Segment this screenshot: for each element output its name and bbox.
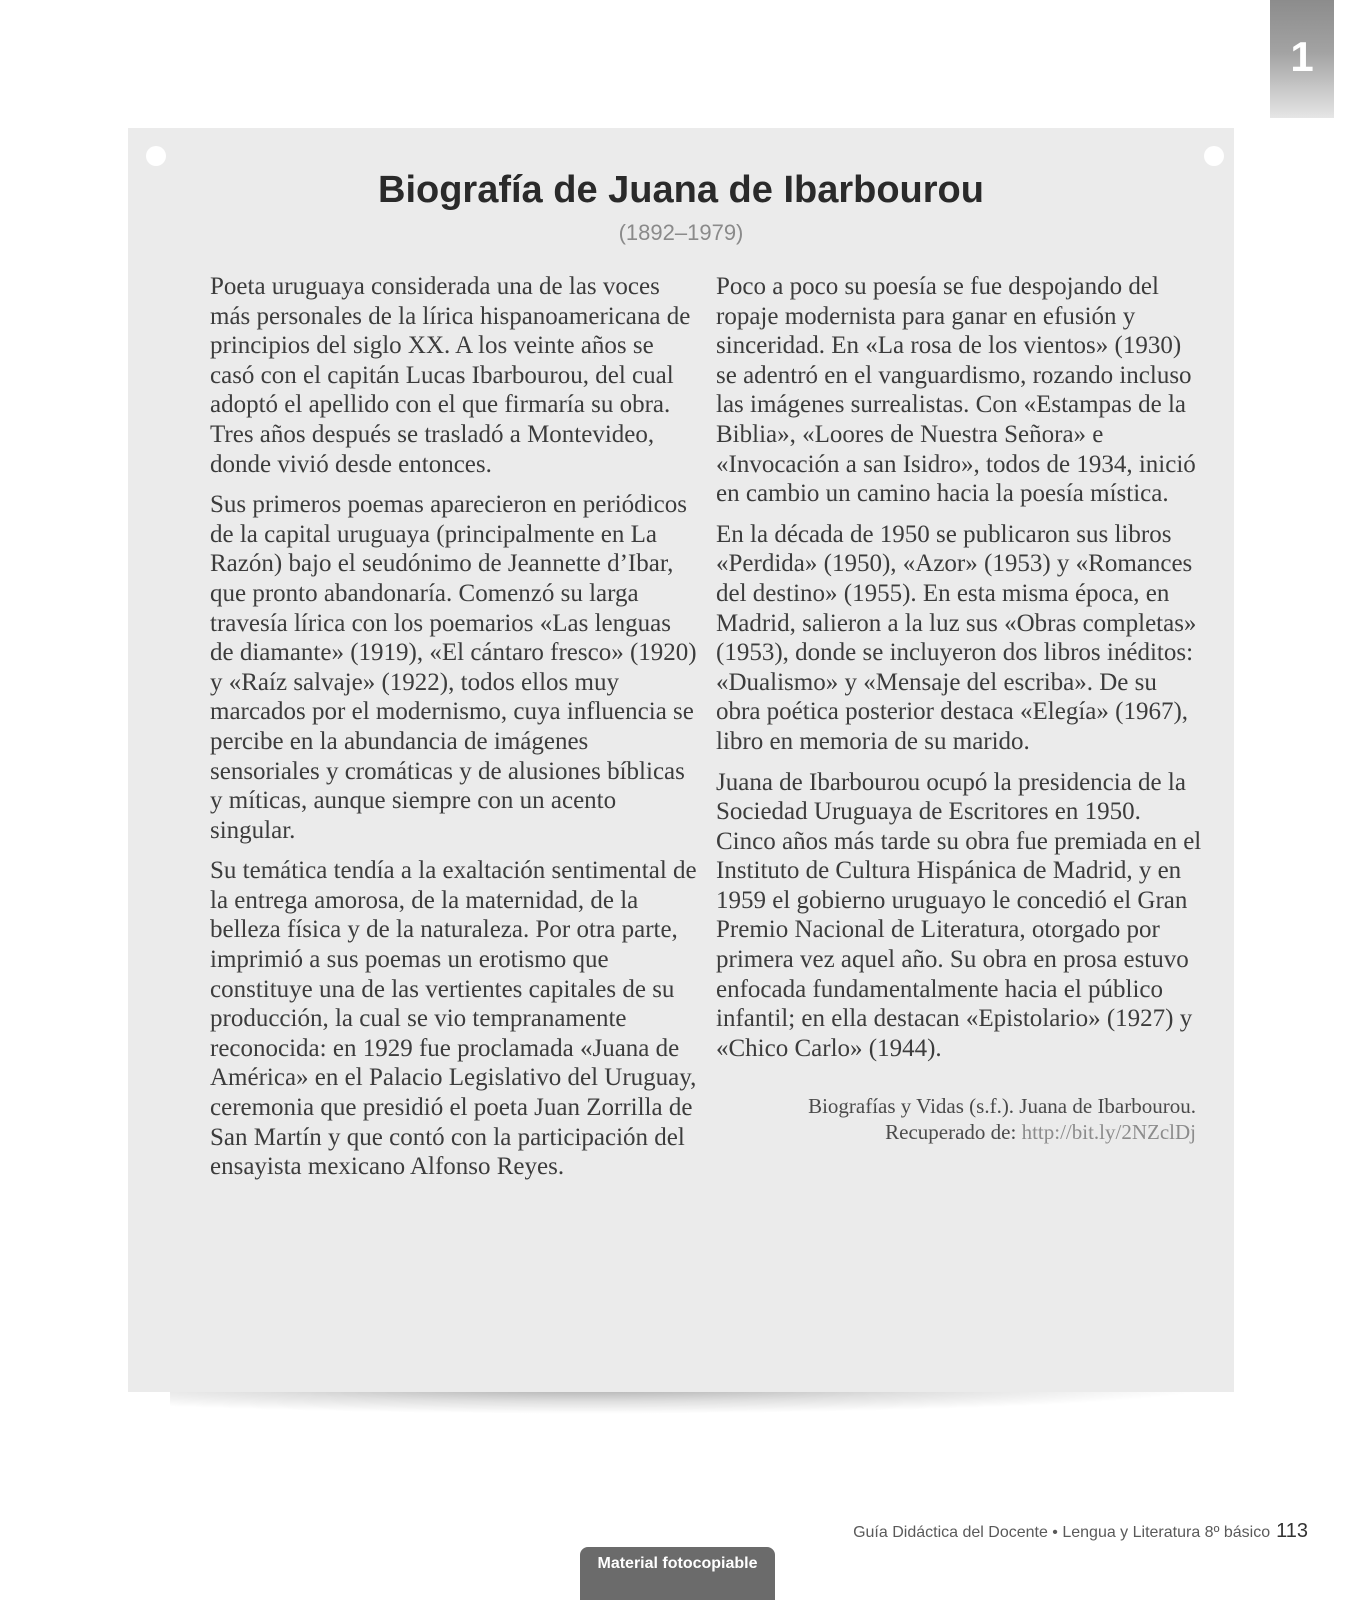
page-number: 113 <box>1276 1520 1308 1542</box>
source-line: Biografías y Vidas (s.f.). Juana de Ibarbourou. <box>808 1094 1196 1119</box>
paragraph: Juana de Ibarbourou ocupó la presidencia de la Sociedad Uruguaya de Escritores en 1950. Cinco años más tarde su obra fue premiada en el Instituto de Cultura Hispánica de Madrid, y en 1959 el gobierno uruguayo le concedió el Gran Premio Nacional de Literatura, otorgado por primera vez aquel año. Su obra en prosa estuvo enfocada fundamentalmente hacia el público infantil; en ella destacan «Epistolario» (1927) y «Chico Carlo» (1944). <box>716 768 1202 1062</box>
guide-title: Guía Didáctica del Docente • Lengua y Literatura 8º básico <box>853 1524 1271 1541</box>
unit-number: 1 <box>1290 33 1314 80</box>
pin-hole-left-icon <box>146 146 166 166</box>
source-retrieved <box>716 1119 1196 1145</box>
source-link[interactable]: http://bit.ly/2NZclDj <box>1021 1120 1196 1145</box>
paragraph: En la década de 1950 se publicaron sus libros «Perdida» (1950), «Azor» (1953) y «Romances del destino» (1955). En esta misma época, en Madrid, salieron a la luz sus «Obras completas» (1953), donde se incluyeron dos libros inéditos: «Dualismo» y «Mensaje del escriba». De su obra poética posterior destaca «Elegía» (1967), libro en memoria de su marido. <box>716 520 1197 755</box>
paragraph: Sus primeros poemas aparecieron en periódicos de la capital uruguaya (principalmente en La Razón) bajo el seudónimo de Jeannette d’Ibar, que pronto abandonaría. Comenzó su larga travesía lírica con los poemarios «Las lenguas de diamante» (1919), «El cántaro fresco» (1920) y «Raíz salvaje» (1922), todos ellos muy marcados por el modernismo, cuya influencia se percibe en la abundancia de imágenes sensoriales y cromáticas y de alusiones bíblicas y míticas, aunque siempre con un acento singular. <box>210 491 697 844</box>
photocopiable-badge: Material fotocopiable <box>580 1547 775 1600</box>
paragraph: Poco a poco su poesía se fue despojando del ropaje modernista para ganar en efusión y sinceridad. En «La rosa de los vientos» (1930) se adentró en el vanguardismo, rozando incluso las imágenes surrealistas. Con «Estampas de la Biblia», «Loores de Nuestra Señora» e «Invocación a san Isidro», todos de 1934, inició en cambio un camino hacia la poesía mística. <box>716 273 1196 508</box>
left-column <box>210 272 700 1193</box>
biography-panel <box>128 128 1234 1392</box>
page-footer <box>853 1520 1308 1543</box>
unit-number-tab <box>1270 0 1334 118</box>
source-label: Recuperado de: <box>885 1120 1022 1145</box>
pin-hole-right-icon <box>1204 146 1224 166</box>
paragraph: Su temática tendía a la exaltación sentimental de la entrega amorosa, de la maternidad, de la belleza física y de la naturaleza. Por otra parte, imprimió a sus poemas un erotismo que constituye una de las vertientes capitales de su producción, la cual se vio tempranamente reconocida: en 1929 fue proclamada «Juana de América» en el Palacio Legislativo del Uruguay, ceremonia que presidió el poeta Juan Zorrilla de San Martín y que contó con la participación del ensayista mexicano Alfonso Reyes. <box>210 857 697 1181</box>
right-column <box>716 272 1206 1145</box>
life-dates: (1892–1979) <box>618 220 744 245</box>
source-citation <box>716 1093 1206 1145</box>
paragraph: Poeta uruguaya considerada una de las voces más personales de la lírica hispanoamericana de principios del siglo XX. A los veinte años se casó con el capitán Lucas Ibarbourou, del cual adoptó el apellido con el que firmaría su obra. Tres años después se trasladó a Montevideo, donde vivió desde entonces. <box>210 273 691 478</box>
page-title: Biografía de Juana de Ibarbourou <box>378 169 984 211</box>
